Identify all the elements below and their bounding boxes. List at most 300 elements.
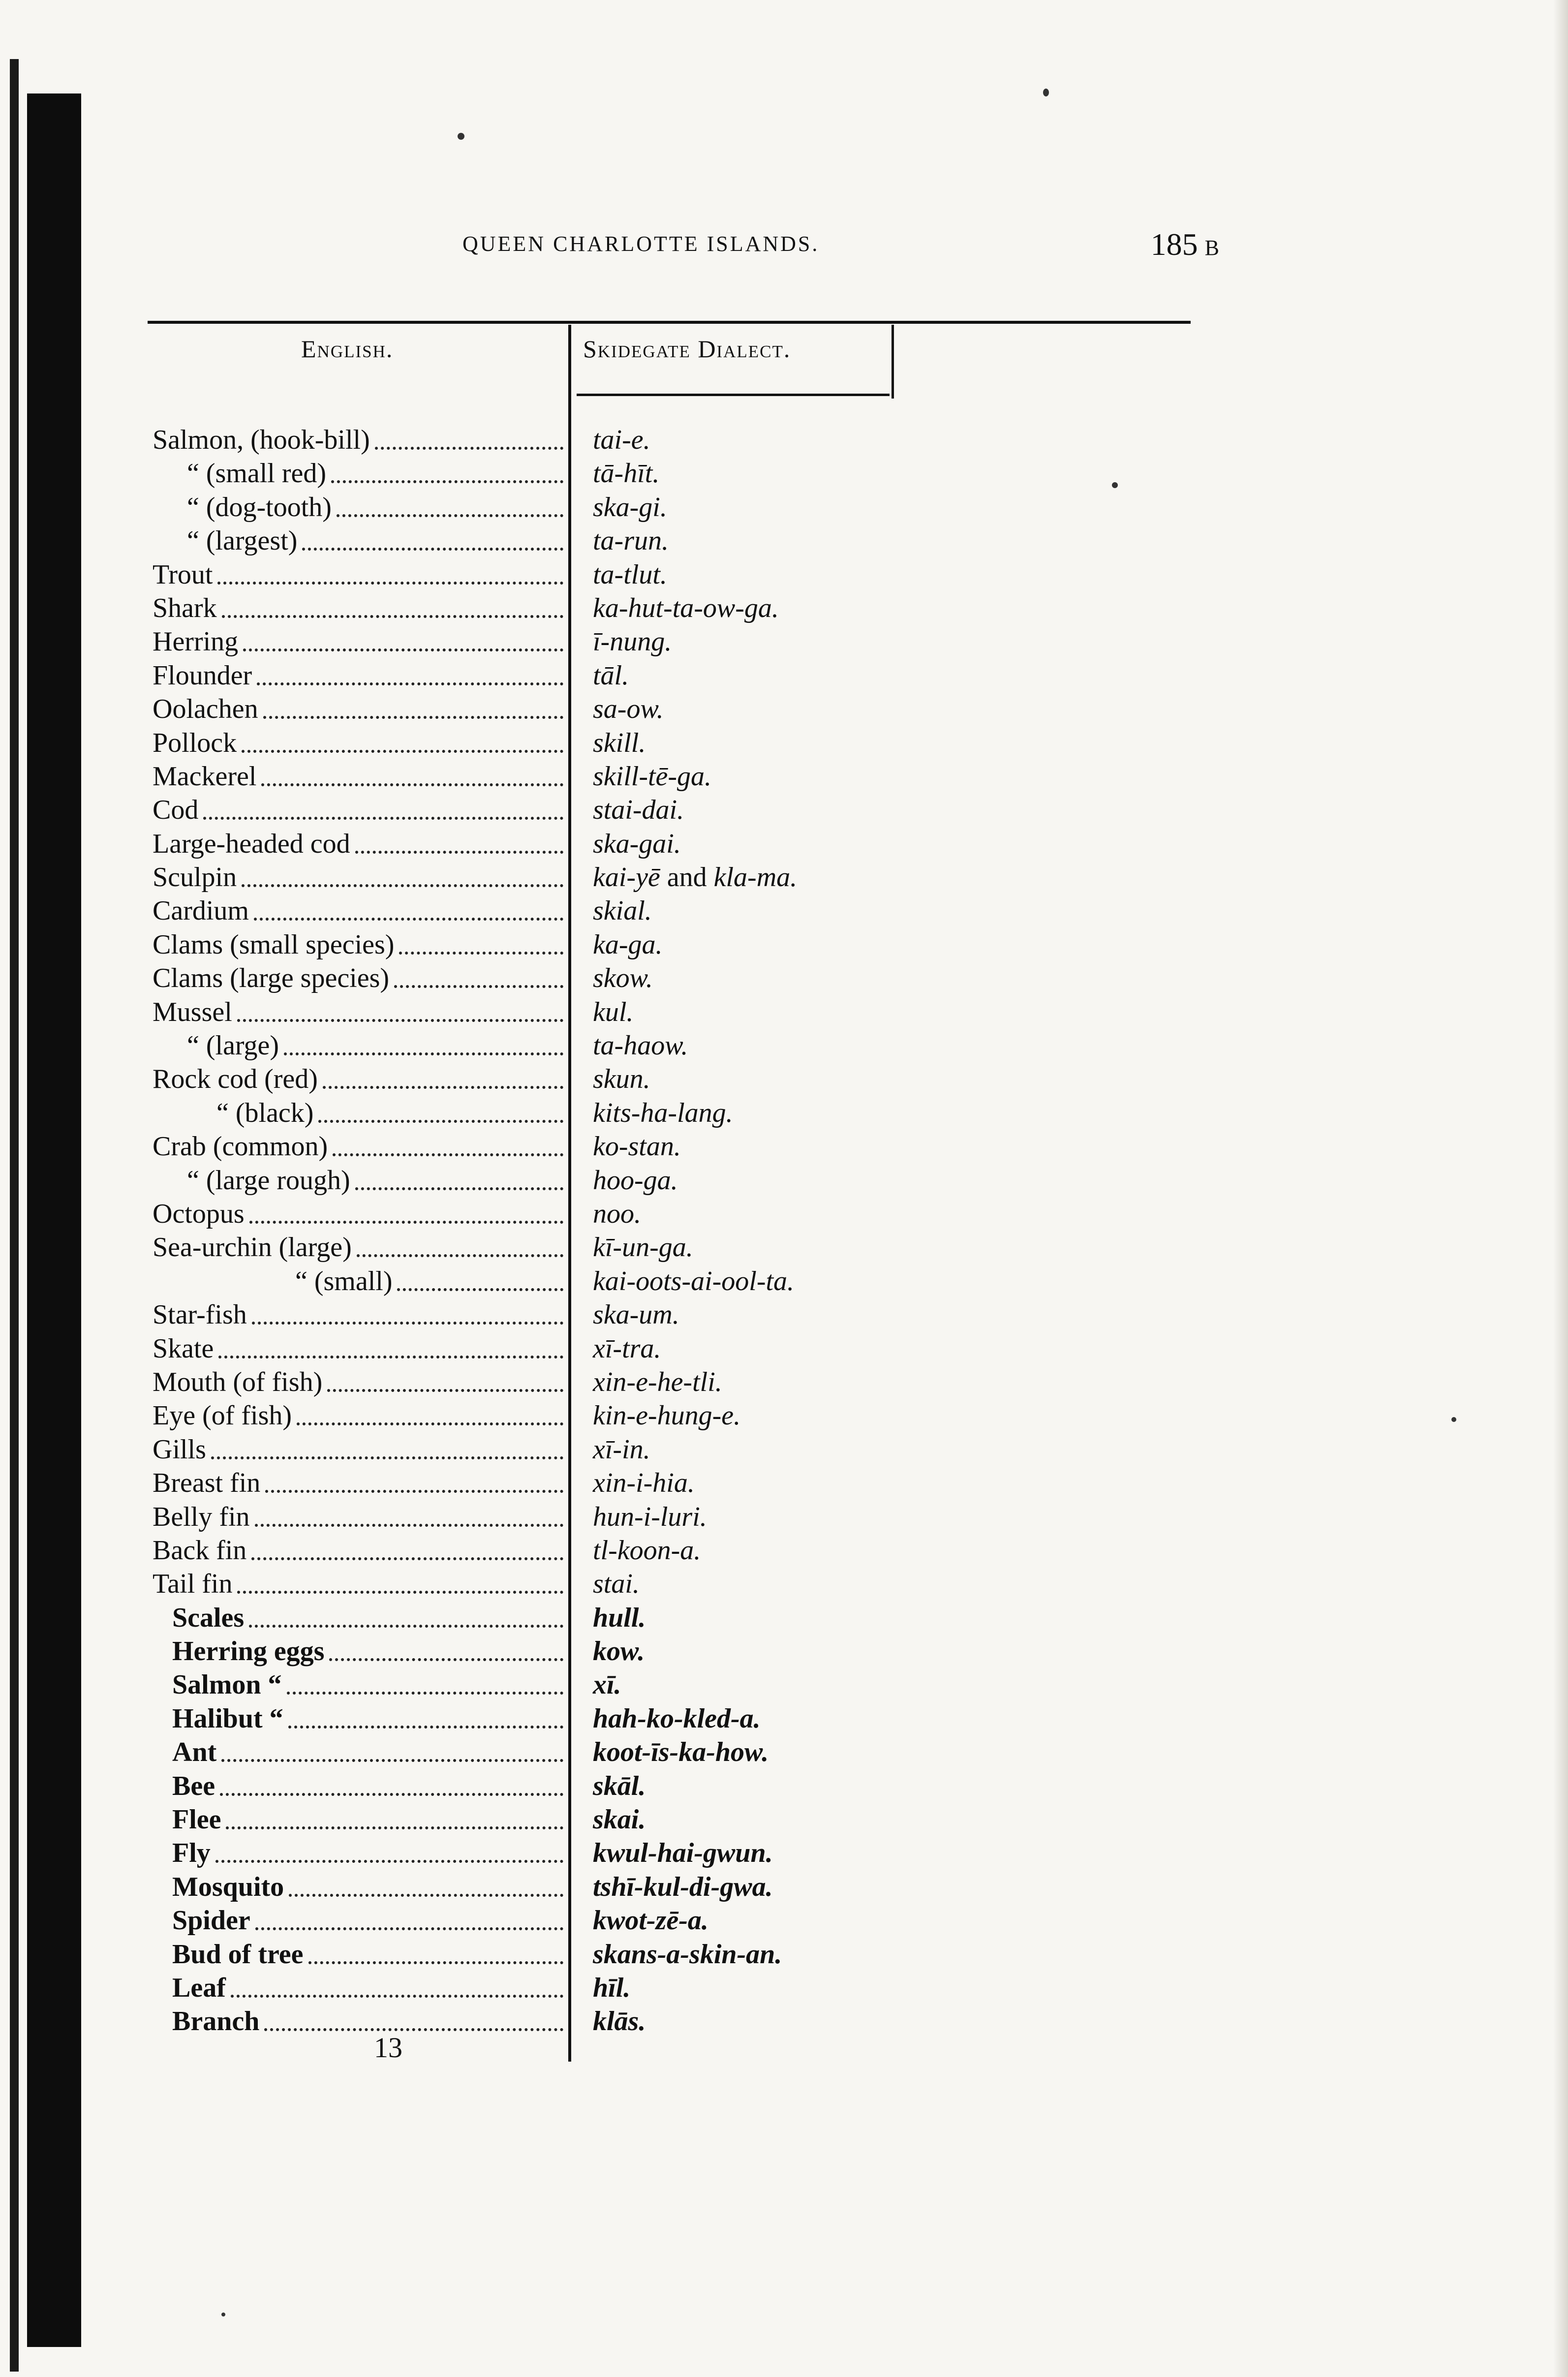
leader-dots	[237, 1019, 563, 1022]
column-header-dialect: Skidegate Dialect.	[583, 335, 791, 363]
dialect-term	[593, 961, 653, 995]
english-term-label: “ (small red)	[187, 458, 326, 489]
dialect-term	[593, 1062, 650, 1096]
leader-dots	[263, 716, 563, 719]
english-term	[187, 1029, 563, 1062]
english-term	[153, 558, 563, 591]
vocabulary-list	[148, 423, 935, 2038]
scan-speck	[458, 133, 464, 140]
english-term	[153, 1298, 563, 1331]
leader-dots	[288, 1726, 563, 1729]
dialect-term	[593, 1735, 769, 1769]
vocabulary-row	[148, 491, 935, 524]
english-term-label: Large-headed cod	[153, 828, 350, 859]
column-header-underline	[577, 394, 890, 396]
dialect-term	[593, 591, 779, 625]
dialect-term-value: kits-ha-lang.	[593, 1097, 733, 1128]
dialect-term-value: skai.	[593, 1804, 646, 1835]
dialect-term-value: ska-um.	[593, 1299, 679, 1330]
english-term-label: Pollock	[153, 727, 237, 758]
vocabulary-row	[148, 894, 935, 927]
column-header-english: English.	[301, 335, 394, 363]
english-term	[153, 1534, 563, 1567]
english-term	[153, 861, 563, 894]
english-term	[172, 1702, 563, 1735]
english-term-label: Herring	[153, 626, 239, 657]
vocabulary-row	[148, 1298, 935, 1331]
dialect-term	[593, 894, 652, 927]
english-term-label: Mackerel	[153, 761, 257, 792]
english-term	[153, 995, 563, 1029]
dialect-term-value: kī-un-ga.	[593, 1232, 693, 1263]
header-rule	[148, 321, 1191, 324]
dialect-term-value: kwul-hai-gwun.	[593, 1838, 773, 1869]
dialect-term-value: kow.	[593, 1636, 645, 1667]
vocabulary-row	[148, 1971, 935, 2005]
vocabulary-row	[148, 760, 935, 793]
leader-dots	[329, 1658, 563, 1661]
leader-dots	[231, 1995, 563, 1998]
dialect-term	[593, 1534, 701, 1567]
leader-dots	[252, 1322, 563, 1325]
scan-speck	[1451, 1417, 1456, 1422]
english-term-label: Oolachen	[153, 694, 258, 725]
dialect-term	[593, 760, 711, 793]
english-term	[187, 1164, 563, 1197]
dialect-term	[593, 726, 646, 760]
dialect-term-value: xī-in.	[593, 1434, 650, 1465]
english-term-label: Mussel	[153, 996, 232, 1027]
dialect-term-value: ska-gi.	[593, 492, 667, 523]
vocabulary-row	[148, 1096, 935, 1130]
dialect-term-value: stai-dai.	[593, 795, 684, 826]
vocabulary-row	[148, 726, 935, 760]
leader-dots	[249, 1221, 563, 1224]
vocabulary-row	[148, 1466, 935, 1500]
english-term	[153, 726, 563, 760]
english-term-label: “ (large rough)	[187, 1165, 350, 1196]
english-term-label: Fly	[172, 1838, 211, 1869]
dialect-term-value: skill-tē-ga.	[593, 761, 712, 792]
english-term-label: Skate	[153, 1333, 214, 1364]
page-number-value: 185	[1150, 227, 1198, 262]
dialect-term	[593, 2005, 646, 2038]
vocabulary-row	[148, 1130, 935, 1163]
english-term	[172, 1971, 563, 2005]
english-term	[153, 1332, 563, 1365]
dialect-term-value: kwot-zē-a.	[593, 1905, 708, 1936]
vocabulary-row	[148, 1938, 935, 1971]
english-term	[153, 1365, 563, 1399]
dialect-term	[593, 1365, 722, 1399]
english-term-label: Branch	[172, 2006, 260, 2037]
vocabulary-row	[148, 1668, 935, 1701]
leader-dots	[331, 480, 563, 483]
english-term	[153, 692, 563, 726]
dialect-term-value: ta-tlut.	[593, 559, 667, 590]
vocabulary-row	[148, 692, 935, 726]
english-term-label: Gills	[153, 1434, 206, 1465]
vocabulary-row	[148, 961, 935, 995]
english-term-label: Leaf	[172, 1972, 226, 2003]
english-term	[172, 1836, 563, 1870]
dialect-term-value: ka-hut-ta-ow-ga.	[593, 592, 779, 623]
english-term	[153, 961, 563, 995]
dialect-term	[593, 558, 667, 591]
english-term-label: Salmon “	[172, 1669, 282, 1700]
dialect-term	[593, 524, 669, 557]
dialect-term-value: ta-run.	[593, 525, 669, 556]
dialect-term-alternate: kla-ma.	[713, 862, 798, 893]
dialect-conjunction: and	[660, 862, 714, 893]
leader-dots	[255, 1524, 563, 1527]
dialect-term	[593, 1601, 646, 1635]
english-term-label: Belly fin	[153, 1501, 250, 1532]
english-term-label: Crab (common)	[153, 1131, 328, 1162]
dialect-term-value: kul.	[593, 996, 634, 1027]
vocabulary-row	[148, 659, 935, 692]
dialect-term-value: xin-i-hia.	[593, 1468, 695, 1499]
dialect-term-value: skans-a-skin-an.	[593, 1939, 782, 1970]
vocabulary-row	[148, 558, 935, 591]
leader-dots	[318, 1120, 563, 1123]
dialect-term	[593, 995, 633, 1029]
dialect-term-value: xī.	[593, 1669, 621, 1700]
dialect-term-value: xin-e-he-tli.	[593, 1366, 722, 1397]
english-term-label: Spider	[172, 1905, 250, 1936]
dialect-term-value: xī-tra.	[593, 1333, 661, 1364]
dialect-term	[593, 1971, 630, 2005]
english-term-label: Ant	[172, 1737, 217, 1768]
dialect-term	[593, 1164, 678, 1197]
leader-dots	[251, 1557, 563, 1560]
dialect-term-value: skāl.	[593, 1770, 646, 1801]
dialect-term	[593, 1500, 707, 1534]
leader-dots	[397, 1288, 563, 1291]
dialect-term-value: skow.	[593, 963, 653, 994]
english-term	[172, 1803, 563, 1836]
dialect-term	[593, 1567, 640, 1601]
leader-dots	[220, 1793, 563, 1796]
dialect-term-value: tshī-kul-di-gwa.	[593, 1871, 773, 1902]
vocabulary-row	[148, 1735, 935, 1769]
dialect-term	[593, 1803, 646, 1836]
leader-dots	[394, 985, 563, 988]
english-term-label: “ (dog-tooth)	[187, 492, 332, 523]
english-term-label: Breast fin	[153, 1468, 261, 1499]
leader-dots	[265, 1490, 563, 1493]
english-term	[172, 1668, 563, 1701]
english-term-label: Shark	[153, 592, 217, 623]
vocabulary-row	[148, 1702, 935, 1735]
english-term	[187, 524, 563, 557]
dialect-term	[593, 491, 667, 524]
vocabulary-row	[148, 1029, 935, 1062]
dialect-term-value: ko-stan.	[593, 1131, 681, 1162]
english-term	[216, 1096, 563, 1130]
dialect-term	[593, 1668, 621, 1701]
english-term-label: Clams (small species)	[153, 929, 395, 960]
dialect-term	[593, 423, 650, 457]
english-term-label: “ (largest)	[187, 525, 298, 556]
page-edge-shadow	[1553, 0, 1568, 2377]
vocabulary-row	[148, 1164, 935, 1197]
leader-dots	[264, 2028, 563, 2031]
dialect-term	[593, 1938, 782, 1971]
english-term	[187, 491, 563, 524]
dialect-term	[593, 1029, 688, 1062]
vocabulary-row	[148, 1197, 935, 1231]
dialect-term-value: kai-oots-ai-ool-ta.	[593, 1266, 795, 1297]
leader-dots	[287, 1692, 564, 1695]
english-term	[172, 1870, 563, 1904]
vocabulary-row	[148, 827, 935, 861]
leader-dots	[323, 1086, 563, 1089]
leader-dots	[211, 1456, 563, 1459]
scan-speck	[1043, 89, 1049, 96]
dialect-term	[593, 1399, 740, 1432]
leader-dots	[242, 884, 563, 887]
english-term	[172, 2005, 563, 2038]
column-header-right-border	[892, 325, 894, 399]
leader-dots	[261, 783, 563, 786]
english-term	[153, 1197, 563, 1231]
leader-dots	[215, 1860, 563, 1863]
dialect-term-value: skial.	[593, 895, 652, 926]
english-term-label: “ (large)	[187, 1030, 279, 1061]
english-term	[153, 1500, 563, 1534]
english-term	[172, 1635, 563, 1668]
dialect-term	[593, 1332, 661, 1365]
english-term	[172, 1938, 563, 1971]
vocabulary-row	[148, 1534, 935, 1567]
vocabulary-row	[148, 1399, 935, 1432]
page-number	[1151, 226, 1220, 263]
leader-dots	[255, 1927, 563, 1930]
dialect-term-value: hun-i-luri.	[593, 1501, 707, 1532]
english-term	[153, 1231, 563, 1264]
vocabulary-row	[148, 1365, 935, 1399]
signature-mark: 13	[374, 2032, 402, 2064]
leader-dots	[375, 447, 563, 450]
english-term-label: Bee	[172, 1770, 215, 1801]
dialect-term	[593, 1433, 650, 1466]
leader-dots	[297, 1422, 563, 1425]
vocabulary-row	[148, 1836, 935, 1870]
english-term-label: Flounder	[153, 660, 252, 691]
vocabulary-row	[148, 1870, 935, 1904]
english-term	[153, 423, 563, 457]
english-term-label: Star-fish	[153, 1299, 247, 1330]
dialect-term-value: ska-gai.	[593, 828, 681, 859]
vocabulary-row	[148, 2005, 935, 2038]
leader-dots	[221, 1759, 563, 1762]
vocabulary-row	[148, 793, 935, 827]
leader-dots	[355, 1187, 563, 1190]
vocabulary-row	[148, 625, 935, 658]
leader-dots	[226, 1826, 563, 1829]
leader-dots	[254, 918, 563, 921]
dialect-term	[593, 1096, 733, 1130]
dialect-term-value: hull.	[593, 1602, 646, 1633]
scan-shadow-edge	[10, 59, 19, 2372]
running-head	[148, 227, 1220, 271]
dialect-term-value: kai-yē	[593, 862, 660, 893]
dialect-term	[593, 1702, 761, 1735]
dialect-term-value: hoo-ga.	[593, 1165, 678, 1196]
dialect-term	[593, 1635, 645, 1668]
dialect-term-value: kin-e-hung-e.	[593, 1400, 741, 1431]
dialect-term	[593, 1769, 646, 1803]
english-term-label: Octopus	[153, 1198, 245, 1229]
leader-dots	[203, 817, 563, 820]
vocabulary-row	[148, 1567, 935, 1601]
english-term-label: Flee	[172, 1804, 221, 1835]
dialect-term	[593, 1130, 681, 1163]
dialect-term	[593, 625, 672, 658]
dialect-term	[593, 1197, 641, 1231]
dialect-term	[593, 1836, 773, 1870]
dialect-term	[593, 928, 663, 961]
leader-dots	[355, 851, 563, 854]
leader-dots	[308, 1961, 564, 1964]
leader-dots	[242, 750, 563, 753]
dialect-term	[593, 659, 629, 692]
dialect-term-value: tl-koon-a.	[593, 1535, 701, 1566]
dialect-term	[593, 1466, 695, 1500]
dialect-term-value: skun.	[593, 1064, 650, 1095]
english-term-label: “ (small)	[295, 1266, 393, 1297]
book-gutter	[27, 93, 81, 2347]
english-term	[153, 1130, 563, 1163]
dialect-term-value: tāl.	[593, 660, 629, 691]
english-term	[172, 1601, 563, 1635]
english-term	[187, 457, 563, 490]
dialect-term-value: noo.	[593, 1198, 641, 1229]
dialect-term-value: skill.	[593, 727, 646, 758]
dialect-term-value: ī-nung.	[593, 626, 672, 657]
english-term-label: Cod	[153, 795, 199, 826]
english-term	[295, 1265, 563, 1298]
leader-dots	[249, 1625, 563, 1628]
english-term	[153, 625, 563, 658]
english-term-label: Tail fin	[153, 1569, 233, 1600]
dialect-term	[593, 861, 797, 894]
english-term-label: “ (black)	[216, 1097, 314, 1128]
running-title: QUEEN CHARLOTTE ISLANDS.	[462, 232, 820, 256]
vocabulary-row	[148, 591, 935, 625]
leader-dots	[243, 648, 563, 651]
dialect-term	[593, 793, 684, 827]
vocabulary-row	[148, 1062, 935, 1096]
vocabulary-row	[148, 1433, 935, 1466]
english-term	[172, 1735, 563, 1769]
english-term	[153, 1062, 563, 1096]
dialect-term	[593, 827, 681, 861]
english-term	[153, 928, 563, 961]
english-term	[153, 827, 563, 861]
dialect-term	[593, 1870, 773, 1904]
english-term	[153, 1466, 563, 1500]
dialect-term-value: tai-e.	[593, 425, 650, 455]
leader-dots	[284, 1052, 563, 1055]
dialect-term-value: koot-īs-ka-how.	[593, 1737, 769, 1768]
vocabulary-row	[148, 1265, 935, 1298]
vocabulary-row	[148, 1769, 935, 1803]
vocabulary-row	[148, 1601, 935, 1635]
leader-dots	[222, 615, 563, 618]
vocabulary-row	[148, 524, 935, 557]
english-term	[153, 1433, 563, 1466]
dialect-term	[593, 1231, 693, 1264]
english-term-label: Rock cod (red)	[153, 1064, 318, 1095]
english-term-label: Bud of tree	[172, 1939, 304, 1970]
vocabulary-row	[148, 995, 935, 1029]
english-term	[153, 793, 563, 827]
leader-dots	[333, 1153, 563, 1156]
dialect-term	[593, 457, 659, 490]
english-term-label: Salmon, (hook-bill)	[153, 425, 370, 455]
leader-dots	[302, 548, 563, 551]
leader-dots	[237, 1591, 563, 1594]
english-term	[153, 659, 563, 692]
english-term-label: Scales	[172, 1602, 245, 1633]
vocabulary-row	[148, 423, 935, 457]
english-term-label: Cardium	[153, 895, 249, 926]
scan-speck	[221, 2313, 225, 2316]
english-term	[153, 591, 563, 625]
leader-dots	[337, 514, 563, 517]
english-term-label: Mouth (of fish)	[153, 1366, 323, 1397]
leader-dots	[289, 1894, 563, 1897]
leader-dots	[217, 582, 563, 585]
english-term-label: Sculpin	[153, 862, 237, 893]
leader-dots	[399, 952, 563, 955]
dialect-term-value: ka-ga.	[593, 929, 663, 960]
dialect-term	[593, 1265, 794, 1298]
dialect-term	[593, 1904, 708, 1937]
english-term-label: Eye (of fish)	[153, 1400, 292, 1431]
dialect-term-value: tā-hīt.	[593, 458, 660, 489]
vocabulary-row	[148, 928, 935, 961]
english-term-label: Sea-urchin (large)	[153, 1232, 352, 1263]
english-term	[172, 1904, 563, 1937]
vocabulary-row	[148, 861, 935, 894]
english-term-label: Herring eggs	[172, 1636, 325, 1667]
dialect-term-value: klās.	[593, 2006, 646, 2037]
vocabulary-row	[148, 1904, 935, 1937]
english-term	[153, 1567, 563, 1601]
dialect-term-value: ta-haow.	[593, 1030, 688, 1061]
english-term-label: Back fin	[153, 1535, 247, 1566]
english-term	[153, 1399, 563, 1432]
dialect-term-value: sa-ow.	[593, 694, 664, 725]
leader-dots	[218, 1356, 563, 1358]
vocabulary-row	[148, 1231, 935, 1264]
english-term-label: Halibut “	[172, 1703, 283, 1734]
vocabulary-row	[148, 1500, 935, 1534]
leader-dots	[327, 1389, 563, 1392]
dialect-term	[593, 692, 664, 726]
leader-dots	[357, 1254, 563, 1257]
english-term-label: Clams (large species)	[153, 963, 390, 994]
dialect-term	[593, 1298, 679, 1331]
vocabulary-row	[148, 1803, 935, 1836]
dialect-term-value: stai.	[593, 1569, 640, 1600]
vocabulary-row	[148, 457, 935, 490]
vocabulary-row	[148, 1332, 935, 1365]
vocabulary-row	[148, 1635, 935, 1668]
